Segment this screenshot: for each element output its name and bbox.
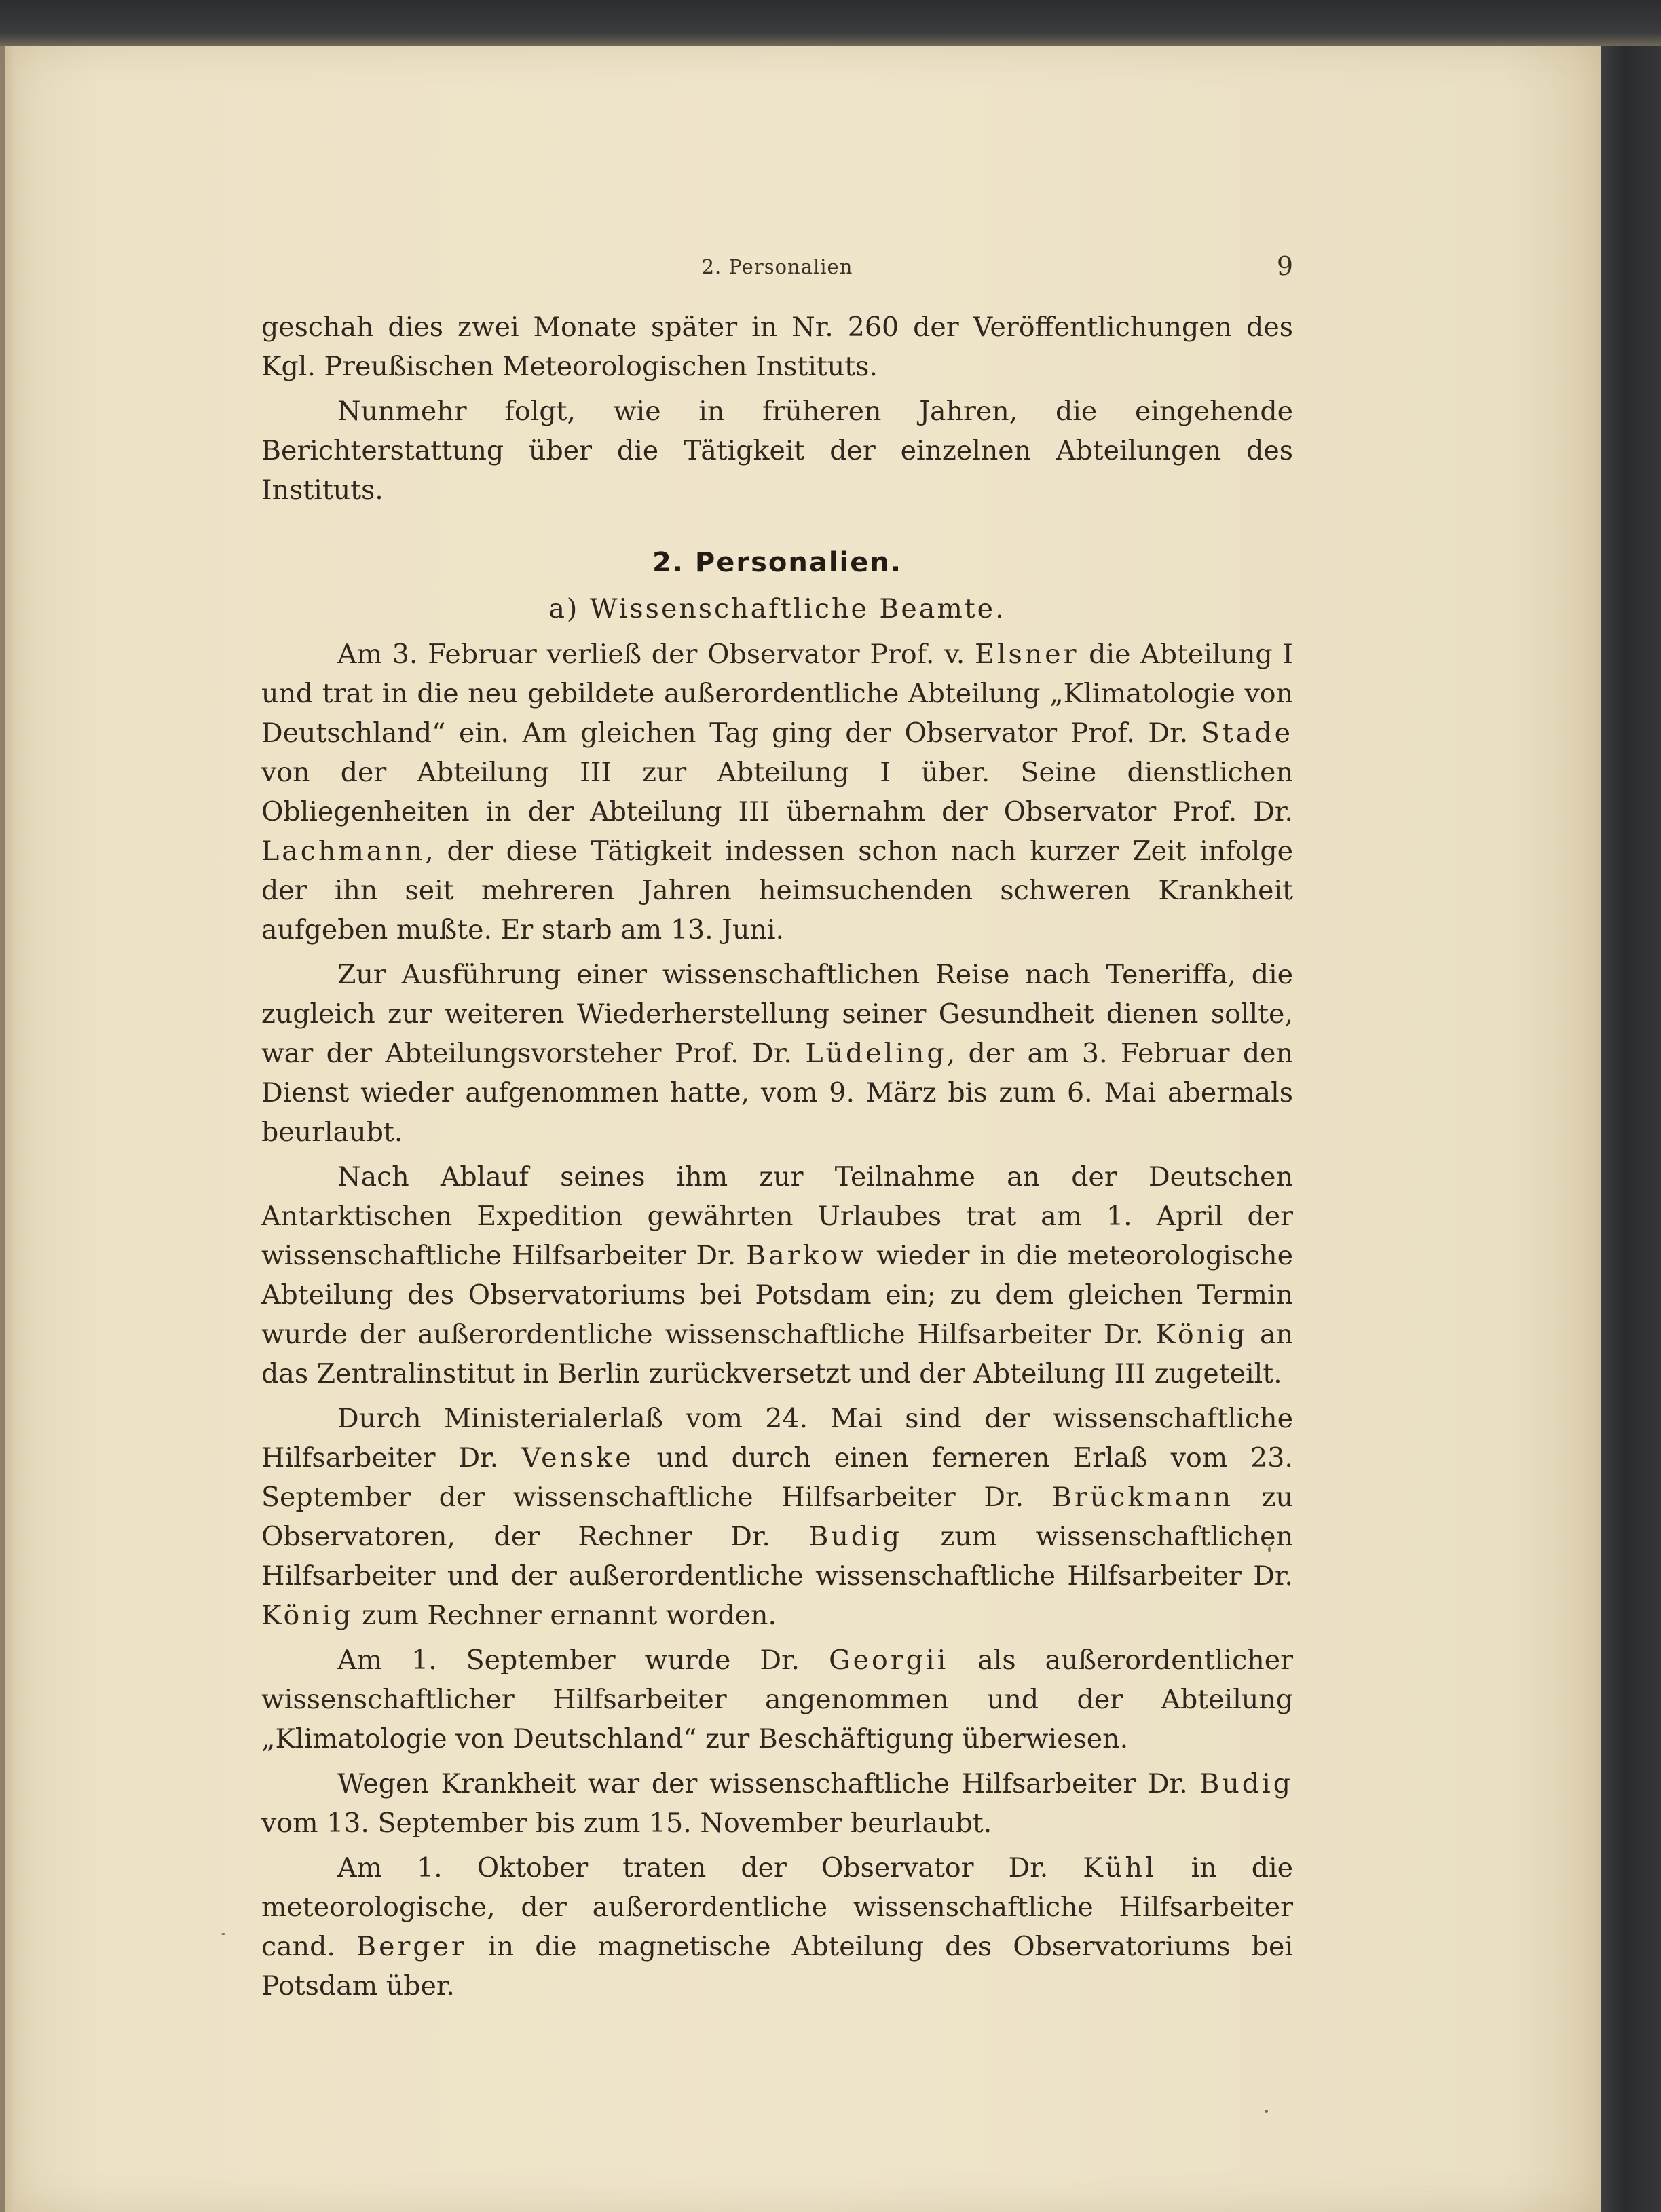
paragraph-luedeling — [261, 955, 1293, 1152]
person-name: König — [261, 1600, 354, 1631]
section-heading: 2. Personalien. — [652, 547, 903, 578]
paragraph-text: Wegen Krankheit war der wissenschaftliche Hilfsarbeiter Dr. — [337, 1768, 1200, 1799]
paragraph-text: als außerordentlicher wissenschaftlicher Hilfsarbeiter angenommen und der Abteilung „Klimatologie von Deutschland“ zur Beschäftigung überwiesen. — [261, 1645, 1293, 1755]
person-name: Georgii — [829, 1645, 949, 1676]
person-name: Budig — [1199, 1768, 1293, 1799]
paragraph-text: , der am 3. Februar den Dienst wieder aufgenommen hatte, vom 9. März bis zum 6. Mai abermals beurlaubt. — [261, 1038, 1293, 1148]
subsection-heading: a) Wissenschaftliche Beamte. — [548, 593, 1006, 624]
person-name: Stade — [1201, 717, 1293, 749]
paragraph-georgii — [261, 1641, 1293, 1759]
paragraph-text: zu Observatoren, der Rechner Dr. — [261, 1482, 1293, 1552]
page-number: 9 — [1276, 251, 1293, 281]
scan-background-top — [0, 0, 1661, 46]
paragraph-venske — [261, 1399, 1293, 1635]
body-text — [261, 307, 1293, 2011]
paragraph-text: von der Abteilung III zur Abteilung I über. Seine dienstlichen Obliegenheiten in der Abteilung III übernahm der Observator Prof. Dr. — [261, 757, 1293, 827]
paper-speck — [221, 1933, 225, 1935]
paragraph-text: Am 1. Oktober traten der Observator Dr. — [337, 1852, 1083, 1883]
running-head — [261, 251, 1293, 292]
paragraph-text: in die meteorologische, der außerordentliche wissenschaftliche Hilfsarbeiter cand. — [261, 1852, 1293, 1962]
person-name: Barkow — [746, 1240, 867, 1271]
continuation-paragraph: geschah dies zwei Monate später in Nr. 260 der Veröffentlichungen des Kgl. Preußischen Meteorologischen Instituts. — [261, 312, 1293, 382]
paragraph-text: Nach Ablauf seines ihm zur Teilnahme an der Deutschen Antarktischen Expedition gewährten Urlaubes trat am 1. April der wissenschaftliche Hilfsarbeiter Dr. — [261, 1161, 1293, 1271]
paper-gutter-shadow — [5, 46, 15, 2212]
paragraph-text: , der diese Tätigkeit indessen schon nach kurzer Zeit infolge der ihn seit mehreren Jahren heimsuchenden schweren Krankheit aufgeben mußte. Er starb am 13. Juni. — [261, 836, 1293, 945]
person-name: König — [1155, 1319, 1248, 1350]
paragraph-text: vom 13. September bis zum 15. November beurlaubt. — [261, 1807, 992, 1839]
person-name: Berger — [356, 1931, 467, 1962]
paragraph-text: zum wissenschaftlichen Hilfsarbeiter und der außerordentliche wissenschaftliche Hilfsarbeiter Dr. — [261, 1521, 1293, 1592]
paragraph-barkow — [261, 1157, 1293, 1393]
book-cover-edge — [1601, 46, 1661, 2212]
paragraph-text: Durch Ministerialerlaß vom 24. Mai sind der wissenschaftliche Hilfsarbeiter Dr. — [261, 1403, 1293, 1474]
paragraph-text: die Abteilung I und trat in die neu gebildete außerordentliche Abteilung „Klimatologie von Deutschland“ ein. Am gleichen Tag ging der Observator Prof. Dr. — [261, 639, 1293, 749]
paragraph-text: zum Rechner ernannt worden. — [353, 1600, 777, 1631]
person-name: Lachmann — [261, 836, 426, 867]
paragraph-text: an das Zentralinstitut in Berlin zurückversetzt und der Abteilung III zugeteilt. — [261, 1319, 1293, 1389]
paragraph-elsner — [261, 635, 1293, 950]
person-name: Brückmann — [1051, 1482, 1234, 1513]
person-name: Elsner — [975, 639, 1079, 670]
paragraph-text: wieder in die meteorologische Abteilung des Observatoriums bei Potsdam ein; zu dem gleichen Termin wurde der außerordentliche wissenschaftliche Hilfsarbeiter Dr. — [261, 1240, 1293, 1350]
person-name: Lüdeling — [805, 1038, 947, 1069]
paragraph-text: Am 3. Februar verließ der Observator Prof. v. — [337, 639, 975, 670]
scan-background-left — [0, 46, 5, 2212]
person-name: Kühl — [1083, 1852, 1157, 1883]
paragraph-text: Zur Ausführung einer wissenschaftlichen Reise nach Teneriffa, die zugleich zur weiteren Wiederherstellung seiner Gesundheit dienen sollte, war der Abteilungsvorsteher Prof. Dr. — [261, 959, 1293, 1069]
paragraph-budig — [261, 1764, 1293, 1843]
paragraph-text: in die magnetische Abteilung des Observatoriums bei Potsdam über. — [261, 1931, 1293, 2002]
paragraph-kuehl — [261, 1848, 1293, 2006]
paragraph-text: Am 1. September wurde Dr. — [337, 1645, 829, 1676]
paragraph-text: und durch einen ferneren Erlaß vom 23. September der wissenschaftliche Hilfsarbeiter Dr. — [261, 1442, 1293, 1513]
intro-paragraph: Nunmehr folgt, wie in früheren Jahren, die eingehende Berichterstattung über die Tätigkeit der einzelnen Abteilungen des Instituts. — [261, 396, 1293, 506]
person-name: Venske — [521, 1442, 634, 1474]
paper-speck — [1265, 2110, 1268, 2113]
running-title: 2. Personalien — [701, 255, 853, 278]
person-name: Budig — [808, 1521, 903, 1552]
